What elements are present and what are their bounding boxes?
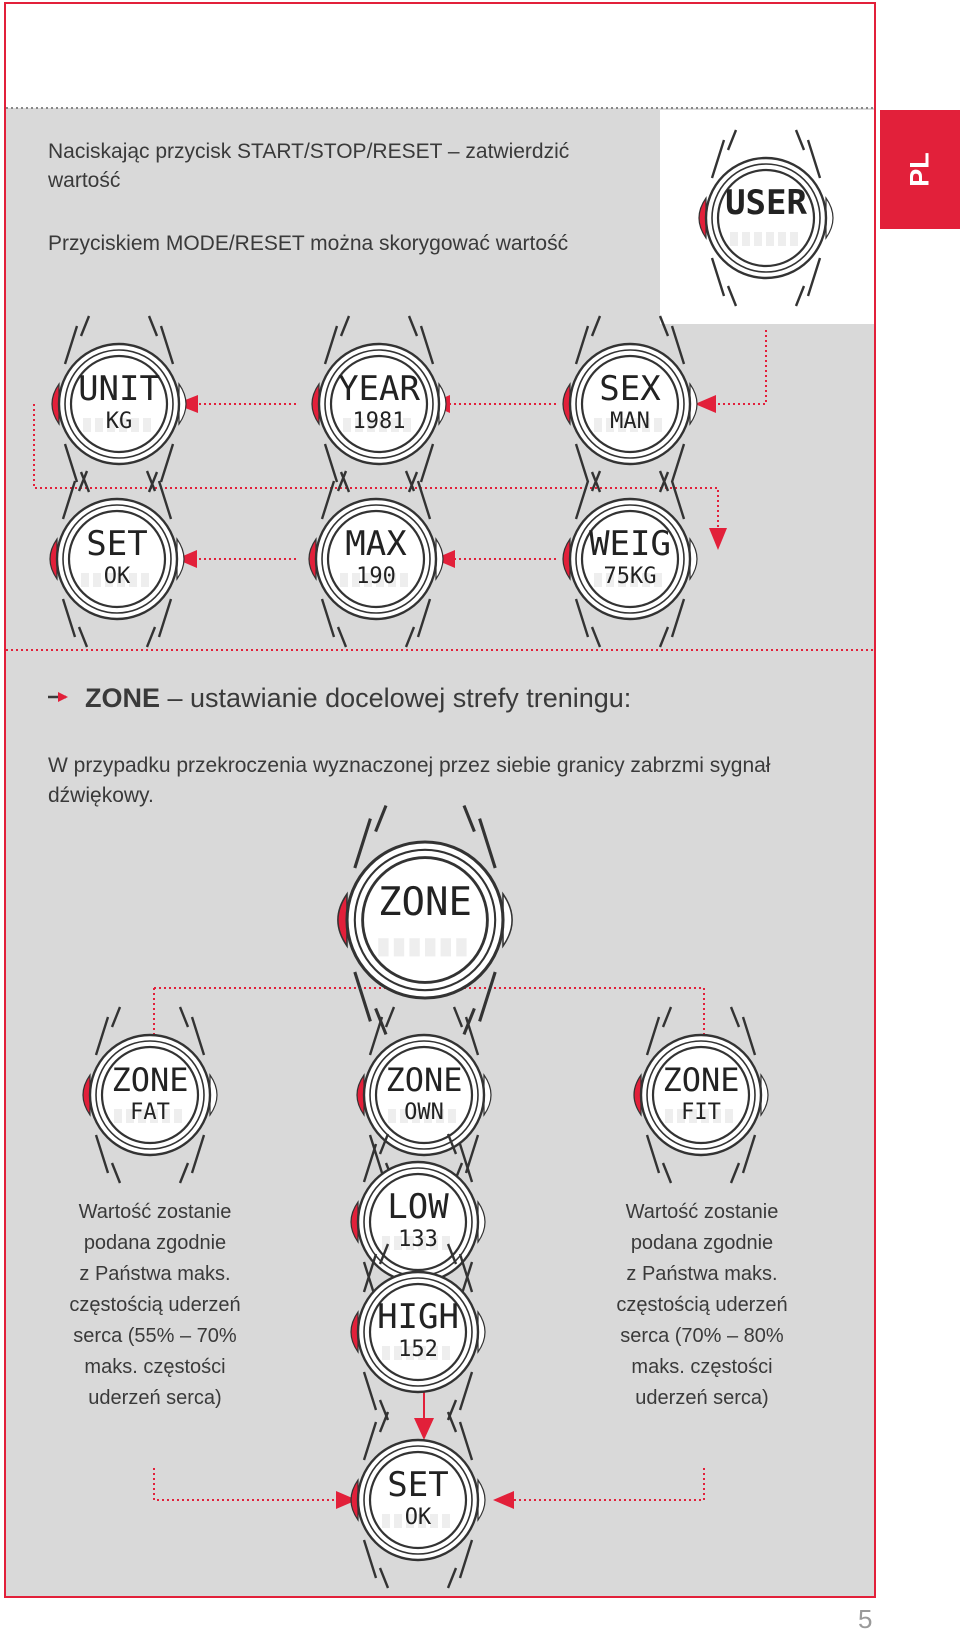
zone-description-b: dźwiękowy. (48, 784, 154, 807)
svg-text:190: 190 (356, 564, 396, 589)
instruction-line-1b: wartość (48, 169, 121, 192)
left-note-line: uderzeń serca) (88, 1387, 222, 1409)
svg-text:YEAR: YEAR (338, 369, 420, 409)
watch-zone-set (351, 1412, 485, 1588)
svg-text:KG: KG (105, 409, 133, 434)
watch-set (50, 471, 184, 647)
svg-text:LOW: LOW (387, 1187, 449, 1227)
svg-text:SEX: SEX (599, 369, 661, 409)
svg-text:WEIG: WEIG (589, 524, 671, 564)
right-note-line: z Państwa maks. (626, 1263, 778, 1285)
left-note-line: z Państwa maks. (79, 1263, 231, 1285)
watch-weig (563, 471, 697, 647)
watch-zone-fat (83, 1007, 217, 1183)
right-note-line: maks. częstości (631, 1356, 773, 1378)
svg-text:ZONE: ZONE (385, 1061, 463, 1099)
svg-text:UNIT: UNIT (78, 369, 160, 409)
right-note-line: uderzeń serca) (635, 1387, 769, 1409)
svg-text:HIGH: HIGH (377, 1297, 459, 1337)
right-note-line: serca (70% – 80% (620, 1325, 784, 1347)
svg-text:OWN: OWN (404, 1100, 444, 1125)
left-note-line: Wartość zostanie (78, 1201, 232, 1223)
svg-text:FAT: FAT (130, 1100, 170, 1125)
svg-text:OK: OK (103, 564, 131, 589)
svg-text:1981: 1981 (352, 409, 406, 434)
zone-title-bold: ZONE (85, 683, 161, 713)
left-note-line: podana zgodnie (83, 1232, 227, 1254)
left-note-line: serca (55% – 70% (73, 1325, 237, 1347)
svg-text:ZONE: ZONE (662, 1061, 740, 1099)
svg-text:OK: OK (404, 1505, 432, 1530)
watch-max (309, 471, 443, 647)
svg-text:ZONE: ZONE (111, 1061, 189, 1099)
instruction-line-2: Przyciskiem MODE/RESET można skorygować wartość (48, 232, 569, 255)
svg-text:133: 133 (398, 1227, 438, 1252)
svg-text:152: 152 (398, 1337, 438, 1362)
svg-text:SET: SET (387, 1465, 449, 1505)
watch-unit (52, 316, 186, 492)
watch-user (699, 130, 833, 306)
left-note-line: maks. częstości (84, 1356, 226, 1378)
svg-text:MAX: MAX (345, 524, 407, 564)
svg-text:ZONE: ZONE (378, 879, 472, 925)
zone-description-a: W przypadku przekroczenia wyznaczonej przez siebie granicy zabrzmi sygnał (48, 754, 771, 777)
svg-text:SET: SET (86, 524, 148, 564)
language-tab-label: PL (904, 152, 935, 187)
zone-title-rest: – ustawianie docelowej strefy treningu: (160, 683, 632, 713)
watch-zone (338, 806, 512, 1035)
right-note-line: częstością uderzeń (616, 1294, 788, 1316)
svg-text:FIT: FIT (681, 1100, 721, 1125)
page-number: 5 (858, 1604, 873, 1634)
instruction-line-1a: Naciskając przycisk START/STOP/RESET – zatwierdzić (48, 140, 570, 163)
watch-user-l1: USER (725, 183, 807, 223)
watch-sex (563, 316, 697, 492)
right-note-line: podana zgodnie (630, 1232, 774, 1254)
left-note-line: częstością uderzeń (69, 1294, 241, 1316)
watch-zone-fit (634, 1007, 768, 1183)
svg-text:75KG: 75KG (603, 564, 657, 589)
right-note-line: Wartość zostanie (625, 1201, 779, 1223)
watch-zone-own (357, 1007, 491, 1183)
svg-text:MAN: MAN (610, 409, 650, 434)
watch-year (312, 316, 446, 492)
